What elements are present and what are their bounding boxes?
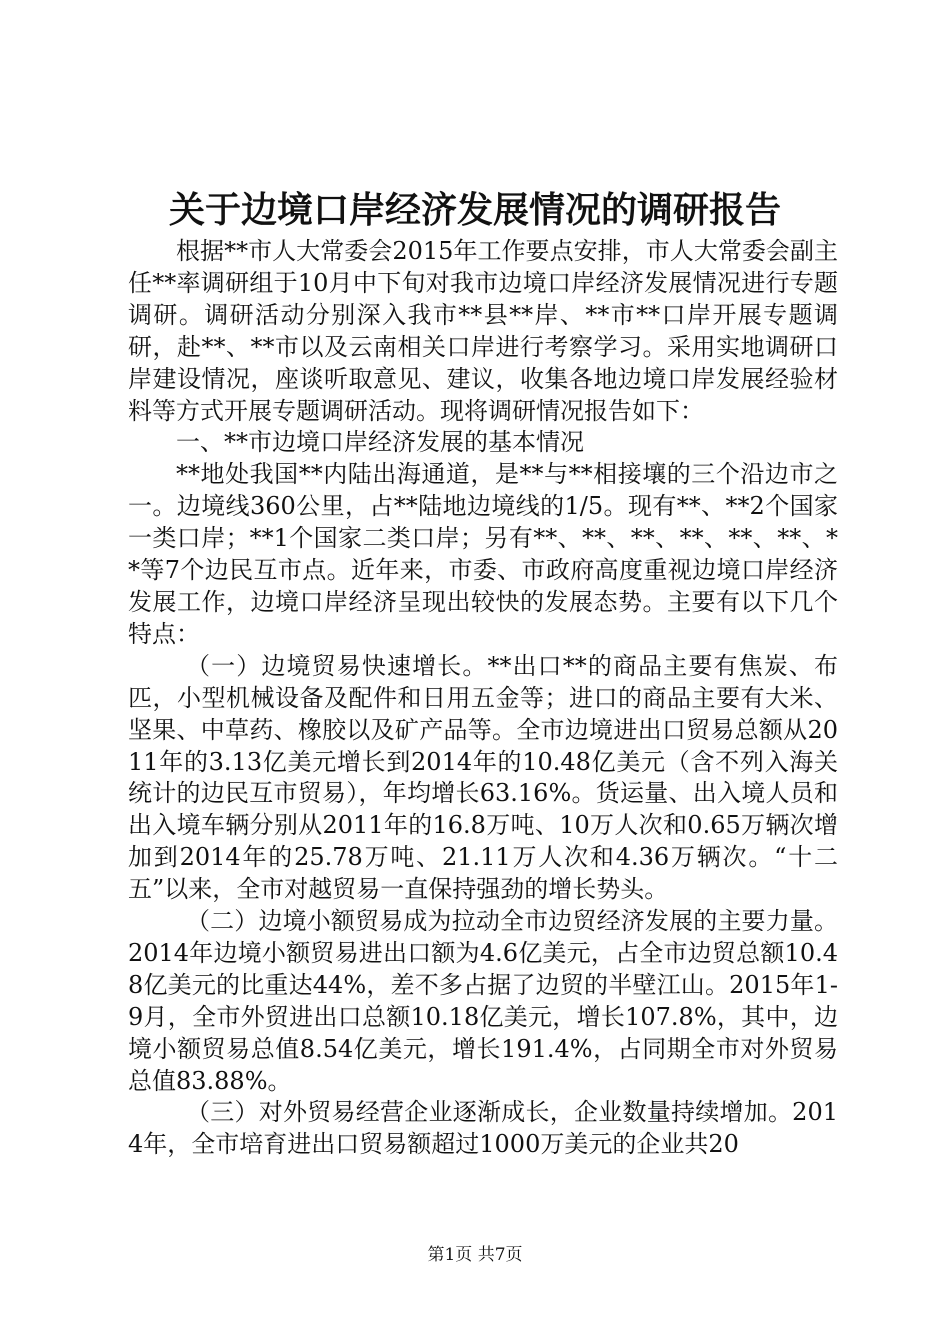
paragraph-point-1: （一）边境贸易快速增长。**出口**的商品主要有焦炭、布匹，小型机械设备及配件和日用五金等；进口的商品主要有大米、坚果、中草药、橡胶以及矿产品等。全市边境进出口贸易总额从2011年的3.13亿美元增长到2014年的10.48亿美元（含不列入海关统计的边民互市贸易），年均增长63.16%。货运量、出入境人员和出入境车辆分别从2011年的16.8万吨、10万人次和0.65万辆次增加到2014年的25.78万吨、21.11万人次和4.36万辆次。“十二五”以来，全市对越贸易一直保持强劲的增长势头。 <box>128 651 838 904</box>
paragraph-intro: 根据**市人大常委会2015年工作要点安排，市人大常委会副主任**率调研组于10月中下旬对我市边境口岸经济发展情况进行专题调研。调研活动分别深入我市**县**岸、**市**口岸开展专题调研，赴**、**市以及云南相关口岸进行考察学习。采用实地调研口岸建设情况，座谈听取意见、建议，收集各地边境口岸发展经验材料等方式开展专题调研活动。现将调研情况报告如下： <box>128 237 838 425</box>
document-title: 关于边境口岸经济发展情况的调研报告 <box>168 189 781 231</box>
paragraph-overview: **地处我国**内陆出海通道，是**与**相接壤的三个沿边市之一。边境线360公里，占**陆地边境线的1/5。现有**、**2个国家一类口岸；**1个国家二类口岸；另有**、**、**、**、**、**、**等7个边民互市点。近年来，市委、市政府高度重视边境口岸经济发展工作，边境口岸经济呈现出较快的发展态势。主要有以下几个特点： <box>128 460 838 648</box>
paragraph-point-2: （二）边境小额贸易成为拉动全市边贸经济发展的主要力量。2014年边境小额贸易进出口额为4.6亿美元，占全市边贸总额10.48亿美元的比重达44%，差不多占据了边贸的半壁江山。2015年1-9月，全市外贸进出口总额10.18亿美元，增长107.8%，其中，边境小额贸易总值8.54亿美元，增长191.4%，占同期全市对外贸易总值83.88%。 <box>128 907 838 1095</box>
page-number-footer: 第1页 共7页 <box>427 1245 523 1265</box>
document-body <box>128 236 838 1161</box>
section-heading-1: 一、**市边境口岸经济发展的基本情况 <box>176 428 584 457</box>
paragraph-point-3: （三）对外贸易经营企业逐渐成长，企业数量持续增加。2014年，全市培育进出口贸易额超过1000万美元的企业共20 <box>128 1098 838 1159</box>
